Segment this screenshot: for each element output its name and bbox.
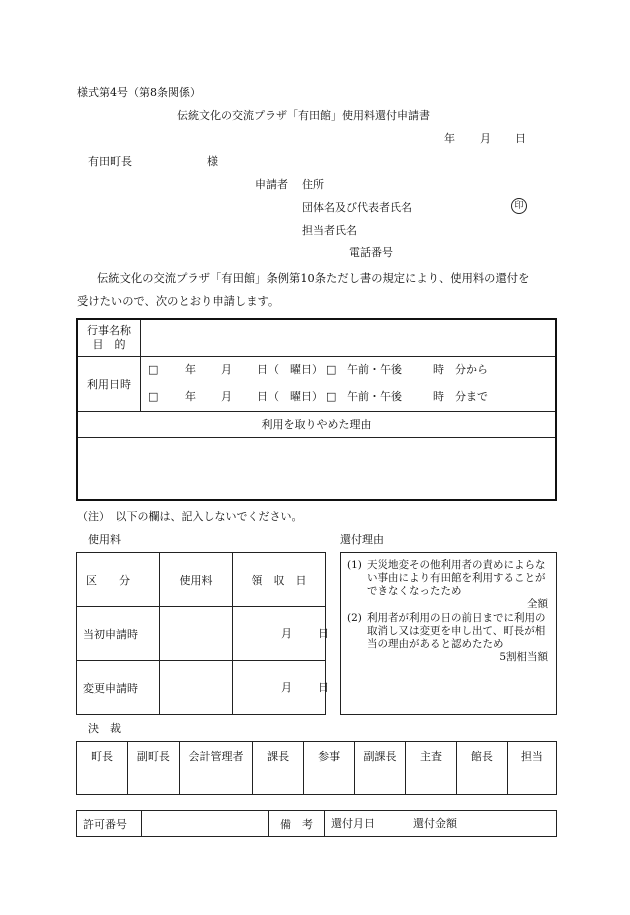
refund-info-cell[interactable] [325,811,557,837]
fee-changed-amount[interactable] [160,661,233,715]
fee-row-initial: 当初申請時 [77,607,160,661]
refund-item1-text: 天災地変その他利用者の責めによらない事由により有田館を利用することができなくなったため [367,559,546,598]
end-minute: 分まで [455,389,488,403]
page-title: 伝統文化の交流プラザ「有田館」使用料還付申請書 [177,109,430,122]
refund-item1-num: (1) [347,559,362,571]
fee-col-received: 領 収 日 [233,553,326,607]
fee-row-changed: 変更申請時 [77,661,160,715]
approval-section-label: 決 裁 [88,722,121,735]
applicant-label: 申請者 [255,178,288,191]
usage-start-row [148,363,558,379]
start-day: 日（ 曜日） [257,362,323,376]
fee-col-category: 区 分 [77,553,160,607]
start-ampm: 午前・午後 [347,362,402,376]
approval-cell[interactable]: 館長 [456,742,507,795]
body-text-line2: 受けたいので、次のとおり申請します。 [77,295,280,308]
start-month: 月 [221,362,232,376]
date-day: 日 [515,132,526,145]
refund-item1-amount: 全額 [527,598,548,611]
approval-cell[interactable]: 主査 [406,742,457,795]
checkbox-icon[interactable]: □ [326,389,337,403]
refund-item2-amount: 5割相当額 [499,650,548,663]
purpose-label: 目 的 [92,337,126,351]
applicant-phone-label: 電話番号 [349,246,393,259]
event-name-label: 行事名称 [87,324,131,337]
start-hour: 時 [433,362,444,376]
date-year: 年 [444,132,455,145]
form-number: 様式第4号（第8条関係） [77,86,201,99]
fee-section-label: 使用料 [88,533,121,546]
addressee: 有田町長 [88,155,132,168]
end-month: 月 [221,389,232,403]
usage-datetime-label: 利用日時 [77,356,141,411]
refund-item2-num: (2) [347,611,362,624]
application-table [76,318,557,501]
permit-table [76,810,557,837]
body-text-line1: 伝統文化の交流プラザ「有田館」条例第10条ただし書の規定により、使用料の還付を [97,272,530,285]
fee-initial-month: 月 [281,627,292,640]
refund-reason-item-1 [347,559,548,598]
fee-initial-amount[interactable] [160,607,233,661]
remarks-label: 備 考 [269,811,325,837]
end-hour: 時 [433,389,444,403]
approval-cell[interactable]: 参事 [304,742,355,795]
fee-table [76,552,329,715]
start-minute: 分から [455,362,488,376]
checkbox-icon[interactable]: □ [148,362,159,376]
fee-changed-month: 月 [281,681,292,694]
event-label-cell [77,319,141,356]
checkbox-icon[interactable]: □ [326,362,337,376]
end-ampm: 午前・午後 [347,389,402,403]
permit-number-input[interactable] [142,811,269,837]
approval-cell[interactable]: 課長 [253,742,304,795]
usage-datetime-cell[interactable] [141,356,557,411]
fee-col-fee: 使用料 [160,553,233,607]
refund-section-label: 還付理由 [340,533,384,546]
approval-cell[interactable]: 会計管理者 [179,742,252,795]
start-year: 年 [185,362,196,376]
fee-changed-day: 日 [318,681,329,694]
approval-cell[interactable]: 町長 [77,742,128,795]
approval-cell[interactable]: 副課長 [355,742,406,795]
fee-initial-day: 日 [318,627,329,640]
date-month: 月 [480,132,491,145]
applicant-address-label: 住所 [302,178,324,191]
checkbox-icon[interactable]: □ [148,389,159,403]
approval-cell[interactable]: 副町長 [127,742,179,795]
refund-reason-item-2 [347,612,548,651]
end-year: 年 [185,389,196,403]
refund-amount-label: 還付金額 [413,817,457,830]
approval-table [76,741,557,795]
refund-item2-text: 利用者が利用の日の前日までに利用の取消し又は変更を申し出て、町長が相当の理由があると認めたため [367,611,546,650]
applicant-person-label: 担当者氏名 [302,224,357,237]
fee-initial-date[interactable] [233,607,329,661]
event-input-cell[interactable] [141,319,557,356]
seal-icon: 印 [511,198,527,214]
approval-row [77,742,557,795]
approval-cell[interactable]: 担当 [507,742,556,795]
refund-reason-box [340,552,557,715]
applicant-org-rep-label: 団体名及び代表者氏名 [302,201,412,214]
end-day: 日（ 曜日） [257,389,323,403]
permit-number-label: 許可番号 [77,811,142,837]
cancel-reason-header: 利用を取りやめた理由 [77,411,556,437]
refund-date-label: 還付月日 [331,817,375,830]
honorific: 様 [207,155,218,168]
cancel-reason-input[interactable] [77,437,556,500]
note-text: （注） 以下の欄は、記入しないでください。 [77,510,303,523]
fee-changed-date[interactable] [233,661,329,715]
usage-end-row [148,390,558,406]
